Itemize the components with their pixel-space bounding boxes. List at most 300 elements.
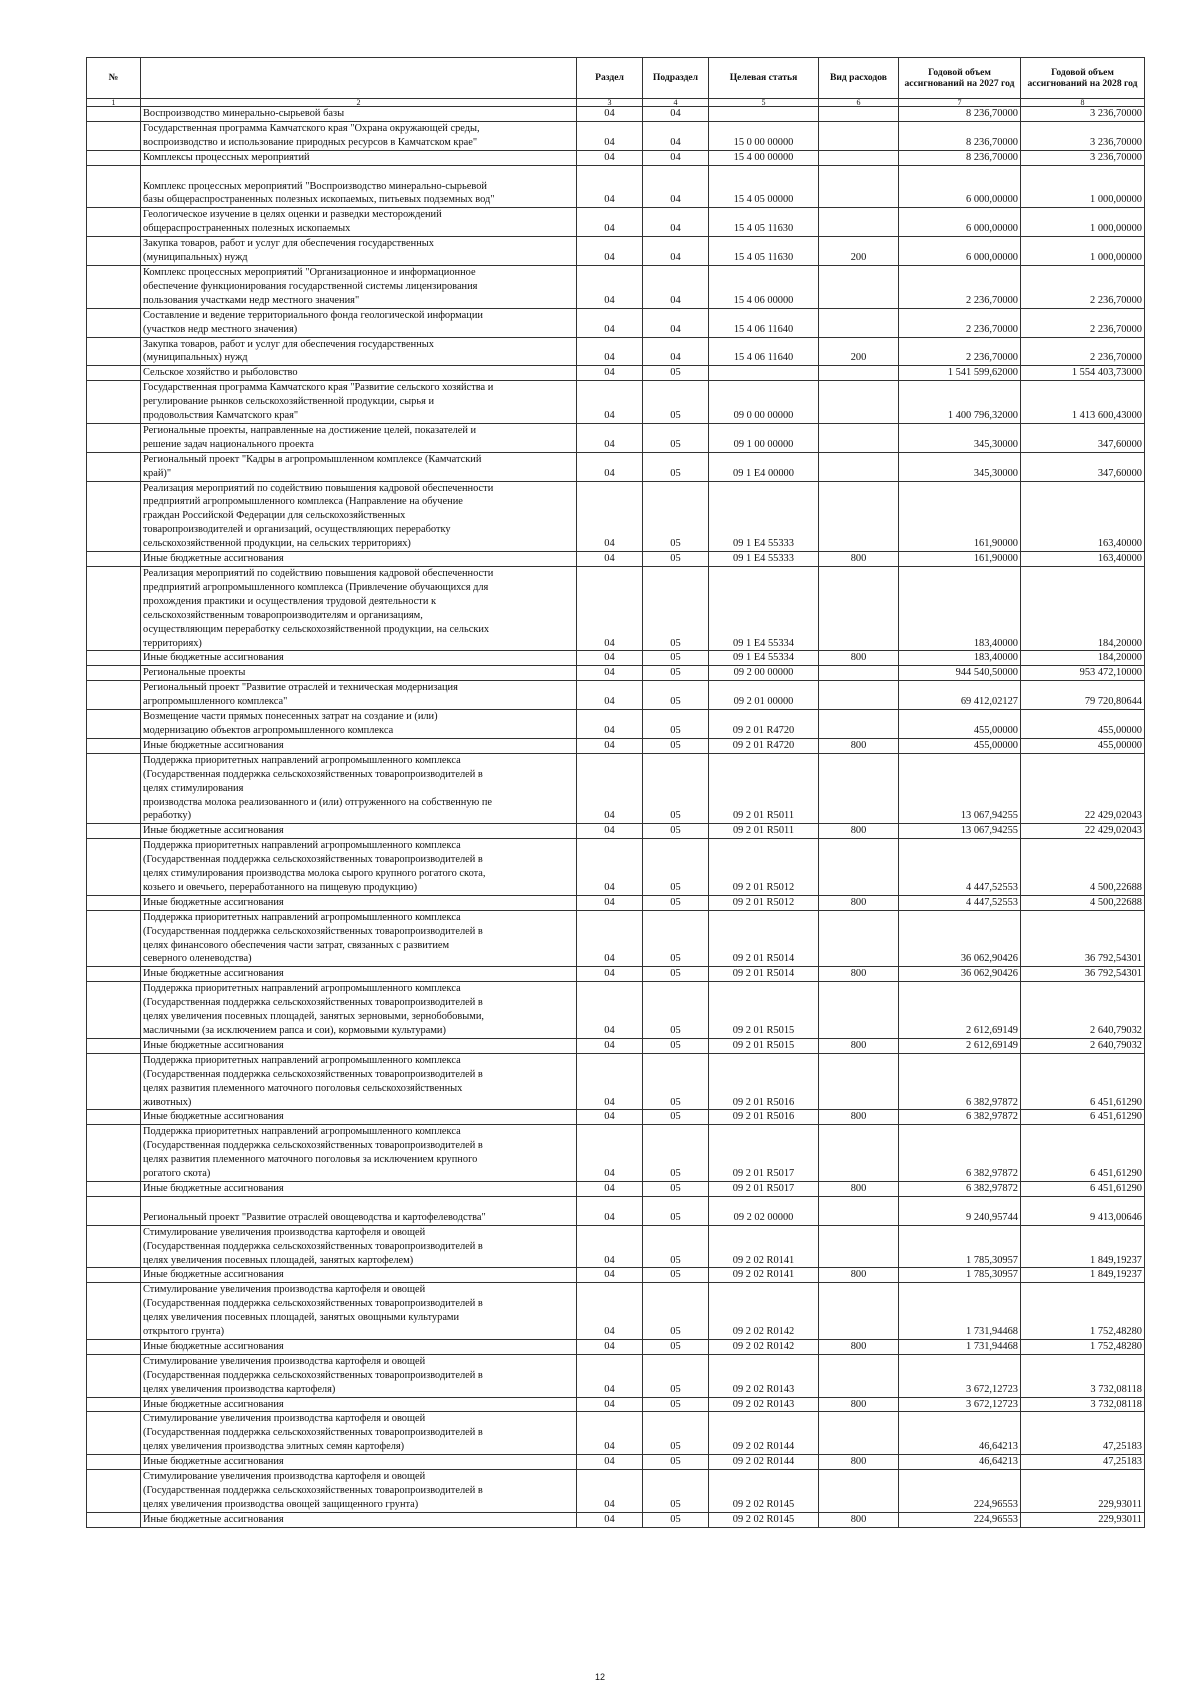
- table-row: [87, 1125, 1145, 1182]
- item-name: Реализация мероприятий по содействию повышения кадровой обеспеченности предприятий агропромышленного комплекса (Направление на обучение граждан Российской Федерации для сельскохозяйственных товаропроизводителей и организаций, осуществляющих переработку сельскохозяйственной продукции, на сельских территориях): [141, 481, 577, 552]
- amount-2028: 47,25183: [1021, 1412, 1145, 1455]
- amount-2028: 347,60000: [1021, 452, 1145, 481]
- expense-type-code: 800: [819, 1110, 899, 1125]
- target-article-code: 09 2 02 R0144: [709, 1455, 819, 1470]
- expense-type-code: 800: [819, 967, 899, 982]
- amount-2028: 184,20000: [1021, 567, 1145, 651]
- header-section: Раздел: [577, 58, 643, 99]
- amount-2027: 345,30000: [899, 423, 1021, 452]
- expense-type-code: 800: [819, 1181, 899, 1196]
- expense-type-code: [819, 982, 899, 1039]
- section-code: 04: [577, 150, 643, 165]
- subsection-code: 05: [643, 910, 709, 967]
- target-article-code: 09 2 00 00000: [709, 666, 819, 681]
- row-number: [87, 1196, 141, 1225]
- amount-2027: 46,64213: [899, 1455, 1021, 1470]
- subsection-code: 05: [643, 1053, 709, 1110]
- expense-type-code: [819, 910, 899, 967]
- table-row: [87, 982, 1145, 1039]
- row-number: [87, 1512, 141, 1527]
- section-code: 04: [577, 366, 643, 381]
- expense-type-code: [819, 681, 899, 710]
- subsection-code: 05: [643, 1038, 709, 1053]
- amount-2027: 13 067,94255: [899, 824, 1021, 839]
- expense-type-code: 800: [819, 895, 899, 910]
- amount-2027: 1 731,94468: [899, 1339, 1021, 1354]
- row-number: [87, 1053, 141, 1110]
- section-code: 04: [577, 1110, 643, 1125]
- table-row: [87, 423, 1145, 452]
- subsection-code: 05: [643, 1354, 709, 1397]
- table-row: [87, 1354, 1145, 1397]
- table-row: [87, 967, 1145, 982]
- row-number: [87, 150, 141, 165]
- item-name: Региональные проекты: [141, 666, 577, 681]
- amount-2027: 1 541 599,62000: [899, 366, 1021, 381]
- subsection-code: 05: [643, 1470, 709, 1513]
- expense-type-code: 800: [819, 824, 899, 839]
- amount-2028: 1 752,48280: [1021, 1283, 1145, 1340]
- item-name: Региональный проект "Кадры в агропромышленном комплексе (Камчатский край)": [141, 452, 577, 481]
- subsection-code: 05: [643, 1412, 709, 1455]
- item-name: Иные бюджетные ассигнования: [141, 552, 577, 567]
- target-article-code: 09 2 01 R5016: [709, 1110, 819, 1125]
- table-header: [87, 58, 1145, 107]
- section-code: 04: [577, 208, 643, 237]
- target-article-code: 09 2 01 R5011: [709, 824, 819, 839]
- table-row: [87, 567, 1145, 651]
- header-amount-2028: Годовой объем ассигнований на 2028 год: [1021, 58, 1145, 99]
- subsection-code: 04: [643, 150, 709, 165]
- table-row: [87, 1268, 1145, 1283]
- budget-table: [86, 57, 1145, 1528]
- row-number: [87, 1455, 141, 1470]
- expense-type-code: [819, 308, 899, 337]
- item-name: Поддержка приоритетных направлений агропромышленного комплекса (Государственная поддержка сельскохозяйственных товаропроизводителей в целях увеличения посевных площадей, занятых зерновыми, зернобобовыми, масличными (за исключением рапса и сои), кормовыми культурами): [141, 982, 577, 1039]
- target-article-code: 15 4 05 00000: [709, 165, 819, 208]
- amount-2028: 1 849,19237: [1021, 1268, 1145, 1283]
- section-code: 04: [577, 681, 643, 710]
- item-name: Стимулирование увеличения производства картофеля и овощей (Государственная поддержка сельскохозяйственных товаропроизводителей в целях увеличения посевных площадей, занятых овощными культурами открытого грунта): [141, 1283, 577, 1340]
- row-number: [87, 1470, 141, 1513]
- table-row: [87, 165, 1145, 208]
- subsection-code: 04: [643, 265, 709, 308]
- amount-2027: 6 382,97872: [899, 1125, 1021, 1182]
- target-article-code: 09 2 02 R0142: [709, 1283, 819, 1340]
- section-code: 04: [577, 895, 643, 910]
- target-article-code: 15 4 06 00000: [709, 265, 819, 308]
- row-number: [87, 481, 141, 552]
- expense-type-code: [819, 753, 899, 824]
- subsection-code: 05: [643, 982, 709, 1039]
- item-name: Иные бюджетные ассигнования: [141, 1339, 577, 1354]
- target-article-code: 09 2 01 00000: [709, 681, 819, 710]
- subsection-code: 05: [643, 423, 709, 452]
- amount-2027: 455,00000: [899, 710, 1021, 739]
- target-article-code: 09 2 02 R0141: [709, 1225, 819, 1268]
- column-number: 3: [577, 99, 643, 107]
- item-name: Региональные проекты, направленные на достижение целей, показателей и решение задач национального проекта: [141, 423, 577, 452]
- target-article-code: 09 2 01 R5011: [709, 753, 819, 824]
- target-article-code: 15 4 05 11630: [709, 237, 819, 266]
- amount-2028: 36 792,54301: [1021, 910, 1145, 967]
- amount-2027: 2 236,70000: [899, 337, 1021, 366]
- amount-2027: 2 612,69149: [899, 1038, 1021, 1053]
- row-number: [87, 1225, 141, 1268]
- item-name: Стимулирование увеличения производства картофеля и овощей (Государственная поддержка сельскохозяйственных товаропроизводителей в целях увеличения посевных площадей, занятых картофелем): [141, 1225, 577, 1268]
- item-name: Поддержка приоритетных направлений агропромышленного комплекса (Государственная поддержка сельскохозяйственных товаропроизводителей в целях стимулирования производства молока сырого крупного рогатого скота, козьего и овечьего, переработанного на пищевую продукцию): [141, 839, 577, 896]
- subsection-code: 05: [643, 738, 709, 753]
- expense-type-code: [819, 150, 899, 165]
- expense-type-code: [819, 366, 899, 381]
- item-name: Иные бюджетные ассигнования: [141, 1512, 577, 1527]
- section-code: 04: [577, 308, 643, 337]
- row-number: [87, 666, 141, 681]
- subsection-code: 05: [643, 1225, 709, 1268]
- row-number: [87, 910, 141, 967]
- subsection-code: 05: [643, 1125, 709, 1182]
- item-name: Закупка товаров, работ и услуг для обеспечения государственных (муниципальных) нужд: [141, 237, 577, 266]
- subsection-code: 05: [643, 1181, 709, 1196]
- target-article-code: 09 1 E4 55333: [709, 481, 819, 552]
- table-row: [87, 208, 1145, 237]
- target-article-code: [709, 366, 819, 381]
- section-code: 04: [577, 1339, 643, 1354]
- row-number: [87, 1038, 141, 1053]
- expense-type-code: [819, 381, 899, 424]
- expense-type-code: 800: [819, 1512, 899, 1527]
- row-number: [87, 381, 141, 424]
- section-code: 04: [577, 1412, 643, 1455]
- amount-2027: 36 062,90426: [899, 910, 1021, 967]
- amount-2028: 2 236,70000: [1021, 265, 1145, 308]
- section-code: 04: [577, 452, 643, 481]
- section-code: 04: [577, 1512, 643, 1527]
- item-name: Иные бюджетные ассигнования: [141, 967, 577, 982]
- item-name: Иные бюджетные ассигнования: [141, 824, 577, 839]
- amount-2028: 229,93011: [1021, 1512, 1145, 1527]
- subsection-code: 04: [643, 208, 709, 237]
- table-row: [87, 237, 1145, 266]
- section-code: 04: [577, 967, 643, 982]
- expense-type-code: [819, 666, 899, 681]
- item-name: Государственная программа Камчатского края "Охрана окружающей среды, воспроизводство и использование природных ресурсов в Камчатском крае": [141, 121, 577, 150]
- amount-2027: 2 236,70000: [899, 308, 1021, 337]
- subsection-code: 05: [643, 895, 709, 910]
- subsection-code: 05: [643, 366, 709, 381]
- amount-2028: 455,00000: [1021, 710, 1145, 739]
- section-code: 04: [577, 121, 643, 150]
- table-row: [87, 366, 1145, 381]
- expense-type-code: [819, 452, 899, 481]
- amount-2027: 8 236,70000: [899, 107, 1021, 122]
- item-name: Комплексы процессных мероприятий: [141, 150, 577, 165]
- table-row: [87, 481, 1145, 552]
- amount-2027: 224,96553: [899, 1470, 1021, 1513]
- item-name: Иные бюджетные ассигнования: [141, 895, 577, 910]
- amount-2027: 36 062,90426: [899, 967, 1021, 982]
- target-article-code: 09 2 02 R0145: [709, 1512, 819, 1527]
- item-name: Государственная программа Камчатского края "Развитие сельского хозяйства и регулирование рынков сельскохозяйственной продукции, сырья и продовольствия Камчатского края": [141, 381, 577, 424]
- item-name: Комплекс процессных мероприятий "Организационное и информационное обеспечение функционирования государственной системы лицензирования пользования участками недр местного значения": [141, 265, 577, 308]
- amount-2028: 6 451,61290: [1021, 1125, 1145, 1182]
- expense-type-code: 800: [819, 1038, 899, 1053]
- subsection-code: 04: [643, 337, 709, 366]
- amount-2027: 1 785,30957: [899, 1268, 1021, 1283]
- subsection-code: 04: [643, 107, 709, 122]
- target-article-code: 15 4 05 11630: [709, 208, 819, 237]
- section-code: 04: [577, 753, 643, 824]
- item-name: Закупка товаров, работ и услуг для обеспечения государственных (муниципальных) нужд: [141, 337, 577, 366]
- section-code: 04: [577, 1196, 643, 1225]
- expense-type-code: 800: [819, 1339, 899, 1354]
- target-article-code: 09 1 00 00000: [709, 423, 819, 452]
- amount-2028: 4 500,22688: [1021, 839, 1145, 896]
- amount-2027: 183,40000: [899, 567, 1021, 651]
- expense-type-code: 200: [819, 237, 899, 266]
- section-code: 04: [577, 710, 643, 739]
- target-article-code: 15 4 06 11640: [709, 337, 819, 366]
- item-name: Региональный проект "Развитие отраслей и техническая модернизация агропромышленного комплекса": [141, 681, 577, 710]
- expense-type-code: [819, 1470, 899, 1513]
- item-name: Возмещение части прямых понесенных затрат на создание и (или) модернизацию объектов агропромышленного комплекса: [141, 710, 577, 739]
- amount-2027: 161,90000: [899, 481, 1021, 552]
- target-article-code: 15 0 00 00000: [709, 121, 819, 150]
- amount-2027: 3 672,12723: [899, 1354, 1021, 1397]
- amount-2028: 6 451,61290: [1021, 1181, 1145, 1196]
- amount-2027: 183,40000: [899, 651, 1021, 666]
- amount-2027: 455,00000: [899, 738, 1021, 753]
- section-code: 04: [577, 910, 643, 967]
- row-number: [87, 423, 141, 452]
- amount-2028: 79 720,80644: [1021, 681, 1145, 710]
- expense-type-code: [819, 121, 899, 150]
- item-name: Поддержка приоритетных направлений агропромышленного комплекса (Государственная поддержка сельскохозяйственных товаропроизводителей в целях финансового обеспечения части затрат, связанных с развитием северного оленеводства): [141, 910, 577, 967]
- amount-2028: 2 640,79032: [1021, 982, 1145, 1039]
- column-number: 4: [643, 99, 709, 107]
- amount-2028: 6 451,61290: [1021, 1053, 1145, 1110]
- column-number: 8: [1021, 99, 1145, 107]
- amount-2027: 8 236,70000: [899, 150, 1021, 165]
- row-number: [87, 567, 141, 651]
- table-row: [87, 1470, 1145, 1513]
- row-number: [87, 265, 141, 308]
- amount-2028: 347,60000: [1021, 423, 1145, 452]
- section-code: 04: [577, 481, 643, 552]
- item-name: Иные бюджетные ассигнования: [141, 1038, 577, 1053]
- section-code: 04: [577, 337, 643, 366]
- section-code: 04: [577, 1181, 643, 1196]
- item-name: Поддержка приоритетных направлений агропромышленного комплекса (Государственная поддержка сельскохозяйственных товаропроизводителей в целях развития племенного маточного поголовья за исключением крупного рогатого скота): [141, 1125, 577, 1182]
- expense-type-code: 800: [819, 651, 899, 666]
- table-row: [87, 651, 1145, 666]
- row-number: [87, 165, 141, 208]
- row-number: [87, 552, 141, 567]
- row-number: [87, 1412, 141, 1455]
- amount-2028: 455,00000: [1021, 738, 1145, 753]
- subsection-code: 04: [643, 237, 709, 266]
- section-code: 04: [577, 1283, 643, 1340]
- expense-type-code: 800: [819, 1455, 899, 1470]
- subsection-code: 05: [643, 1455, 709, 1470]
- expense-type-code: [819, 1125, 899, 1182]
- row-number: [87, 1110, 141, 1125]
- section-code: 04: [577, 666, 643, 681]
- amount-2027: 4 447,52553: [899, 895, 1021, 910]
- target-article-code: 09 2 02 R0143: [709, 1354, 819, 1397]
- table-row: [87, 381, 1145, 424]
- table-row: [87, 452, 1145, 481]
- item-name: Стимулирование увеличения производства картофеля и овощей (Государственная поддержка сельскохозяйственных товаропроизводителей в целях увеличения производства элитных семян картофеля): [141, 1412, 577, 1455]
- target-article-code: 09 1 E4 00000: [709, 452, 819, 481]
- table-row: [87, 265, 1145, 308]
- item-name: Иные бюджетные ассигнования: [141, 738, 577, 753]
- subsection-code: 05: [643, 567, 709, 651]
- subsection-code: 05: [643, 381, 709, 424]
- subsection-code: 05: [643, 1512, 709, 1527]
- table-row: [87, 895, 1145, 910]
- amount-2028: 1 413 600,43000: [1021, 381, 1145, 424]
- row-number: [87, 1268, 141, 1283]
- expense-type-code: [819, 1225, 899, 1268]
- subsection-code: 04: [643, 165, 709, 208]
- section-code: 04: [577, 982, 643, 1039]
- target-article-code: 09 2 01 R4720: [709, 710, 819, 739]
- expense-type-code: 800: [819, 552, 899, 567]
- section-code: 04: [577, 1455, 643, 1470]
- section-code: 04: [577, 107, 643, 122]
- target-article-code: 09 2 01 R5015: [709, 1038, 819, 1053]
- amount-2028: 9 413,00646: [1021, 1196, 1145, 1225]
- table-row: [87, 1196, 1145, 1225]
- amount-2028: 229,93011: [1021, 1470, 1145, 1513]
- target-article-code: 15 4 00 00000: [709, 150, 819, 165]
- row-number: [87, 839, 141, 896]
- row-number: [87, 237, 141, 266]
- target-article-code: 09 2 01 R5016: [709, 1053, 819, 1110]
- row-number: [87, 710, 141, 739]
- section-code: 04: [577, 567, 643, 651]
- section-code: 04: [577, 1225, 643, 1268]
- expense-type-code: [819, 1354, 899, 1397]
- target-article-code: 09 2 01 R5012: [709, 839, 819, 896]
- amount-2028: 3 236,70000: [1021, 150, 1145, 165]
- expense-type-code: [819, 423, 899, 452]
- amount-2028: 22 429,02043: [1021, 824, 1145, 839]
- amount-2028: 2 640,79032: [1021, 1038, 1145, 1053]
- table-row: [87, 1283, 1145, 1340]
- row-number: [87, 1181, 141, 1196]
- column-number: 5: [709, 99, 819, 107]
- row-number: [87, 824, 141, 839]
- table-row: [87, 1225, 1145, 1268]
- amount-2028: 36 792,54301: [1021, 967, 1145, 982]
- amount-2027: 69 412,02127: [899, 681, 1021, 710]
- header-row: [87, 58, 1145, 99]
- section-code: 04: [577, 1470, 643, 1513]
- expense-type-code: [819, 710, 899, 739]
- amount-2027: 224,96553: [899, 1512, 1021, 1527]
- expense-type-code: 200: [819, 337, 899, 366]
- amount-2028: 1 000,00000: [1021, 165, 1145, 208]
- row-number: [87, 337, 141, 366]
- column-number: 6: [819, 99, 899, 107]
- expense-type-code: [819, 107, 899, 122]
- amount-2027: 3 672,12723: [899, 1397, 1021, 1412]
- amount-2028: 6 451,61290: [1021, 1110, 1145, 1125]
- subsection-code: 05: [643, 1283, 709, 1340]
- amount-2027: 6 382,97872: [899, 1053, 1021, 1110]
- expense-type-code: 800: [819, 1397, 899, 1412]
- table-row: [87, 839, 1145, 896]
- table-row: [87, 666, 1145, 681]
- target-article-code: 09 2 02 R0143: [709, 1397, 819, 1412]
- budget-sheet: [86, 57, 1144, 1528]
- column-number-row: [87, 99, 1145, 107]
- expense-type-code: [819, 1196, 899, 1225]
- target-article-code: 09 2 01 R5014: [709, 967, 819, 982]
- subsection-code: 05: [643, 1397, 709, 1412]
- item-name: Иные бюджетные ассигнования: [141, 1268, 577, 1283]
- item-name: Сельское хозяйство и рыболовство: [141, 366, 577, 381]
- header-name: [141, 58, 577, 99]
- row-number: [87, 651, 141, 666]
- amount-2027: 2 236,70000: [899, 265, 1021, 308]
- amount-2028: 2 236,70000: [1021, 337, 1145, 366]
- table-row: [87, 1455, 1145, 1470]
- row-number: [87, 738, 141, 753]
- table-row: [87, 107, 1145, 122]
- row-number: [87, 208, 141, 237]
- item-name: Иные бюджетные ассигнования: [141, 1455, 577, 1470]
- table-row: [87, 681, 1145, 710]
- subsection-code: 05: [643, 1110, 709, 1125]
- item-name: Составление и ведение территориального фонда геологической информации (участков недр местного значения): [141, 308, 577, 337]
- row-number: [87, 753, 141, 824]
- amount-2027: 6 000,00000: [899, 237, 1021, 266]
- amount-2028: 953 472,10000: [1021, 666, 1145, 681]
- item-name: Реализация мероприятий по содействию повышения кадровой обеспеченности предприятий агропромышленного комплекса (Привлечение обучающихся для прохождения практики и осуществления трудовой деятельности к сельскохозяйственным товаропроизводителям и организациям, осуществляющим переработку сельскохозяйственной продукции, на сельских территориях): [141, 567, 577, 651]
- item-name: Стимулирование увеличения производства картофеля и овощей (Государственная поддержка сельскохозяйственных товаропроизводителей в целях увеличения производства картофеля): [141, 1354, 577, 1397]
- subsection-code: 05: [643, 1196, 709, 1225]
- table-row: [87, 824, 1145, 839]
- header-target-article: Целевая статья: [709, 58, 819, 99]
- row-number: [87, 366, 141, 381]
- target-article-code: 09 2 02 R0145: [709, 1470, 819, 1513]
- subsection-code: 05: [643, 681, 709, 710]
- target-article-code: 09 2 01 R5017: [709, 1181, 819, 1196]
- table-row: [87, 1181, 1145, 1196]
- amount-2027: 46,64213: [899, 1412, 1021, 1455]
- header-number: №: [87, 58, 141, 99]
- target-article-code: 09 2 01 R5015: [709, 982, 819, 1039]
- target-article-code: 15 4 06 11640: [709, 308, 819, 337]
- table-row: [87, 1512, 1145, 1527]
- section-code: 04: [577, 265, 643, 308]
- section-code: 04: [577, 1397, 643, 1412]
- target-article-code: 09 1 E4 55333: [709, 552, 819, 567]
- amount-2028: 163,40000: [1021, 481, 1145, 552]
- subsection-code: 05: [643, 967, 709, 982]
- target-article-code: 09 2 01 R5012: [709, 895, 819, 910]
- amount-2027: 6 382,97872: [899, 1181, 1021, 1196]
- subsection-code: 04: [643, 121, 709, 150]
- row-number: [87, 107, 141, 122]
- subsection-code: 05: [643, 651, 709, 666]
- subsection-code: 05: [643, 1268, 709, 1283]
- column-number: 7: [899, 99, 1021, 107]
- target-article-code: 09 2 02 R0144: [709, 1412, 819, 1455]
